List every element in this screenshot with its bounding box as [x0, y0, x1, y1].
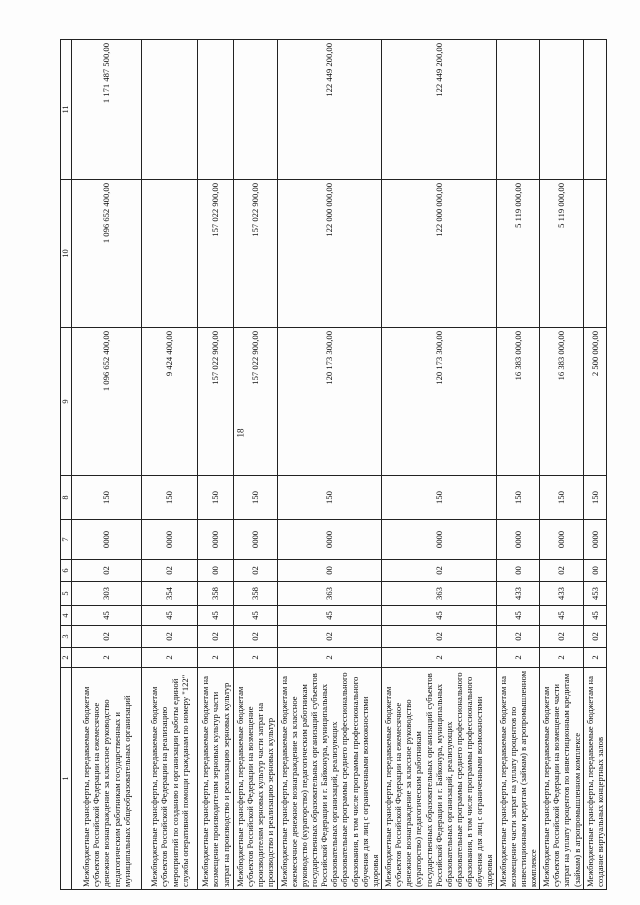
cell-col-11 [142, 40, 198, 180]
cell-col-5: 433 [496, 582, 540, 606]
cell-col-8: 150 [277, 476, 381, 520]
cell-col-5: 363 [277, 582, 381, 606]
cell-col-6: 02 [72, 560, 142, 582]
budget-table [60, 39, 607, 890]
cell-col-9: 1 096 652 400,00 [72, 328, 142, 476]
cell-col-7: 0000 [142, 520, 198, 560]
table-row [583, 40, 606, 890]
cell-col-7: 0000 [198, 520, 234, 560]
cell-col-9: 157 022 900,00 [198, 328, 234, 476]
cell-col-11 [496, 40, 540, 180]
column-header: 11 [61, 40, 72, 180]
row-description: Межбюджетные трансферты, передаваемые бюджетам на возмещение части затрат на уплату процентов по инвестиционным кредитам (займам) в агропромышленном комплексе [496, 668, 540, 890]
row-description: Межбюджетные трансферты, передаваемые бюджетам субъектов Российской Федерации на ежемесячное денежное вознаграждение за классное руководство педагогическим работникам государственных и муниципальных общеобразовательных организаций [72, 668, 142, 890]
cell-col-6: 02 [540, 560, 584, 582]
row-description: Межбюджетные трансферты, передаваемые бюджетам субъектов Российской Федерации на ежемесячное денежное вознаграждение за классное руководство (кураторство) педагогическим работникам государственных образовательных организаций субъектов Российской Федерации и г. Байконура, муниципальных образовательных организаций, реализующих образовательные программы среднего профессионального образования, в том числе программы профессионального обучения для лиц с ограниченными возможностями здоровья [381, 668, 496, 890]
cell-col-10: 1 096 652 400,00 [72, 180, 142, 328]
cell-col-3: 02 [142, 626, 198, 648]
cell-col-7: 0000 [496, 520, 540, 560]
cell-col-3: 02 [583, 626, 606, 648]
cell-col-7: 0000 [234, 520, 278, 560]
cell-col-2: 2 [583, 648, 606, 668]
cell-col-8: 150 [583, 476, 606, 520]
cell-col-4: 45 [72, 606, 142, 626]
cell-col-9: 120 173 300,00 [277, 328, 381, 476]
column-header: 8 [61, 476, 72, 520]
column-header: 10 [61, 180, 72, 328]
cell-col-2: 2 [540, 648, 584, 668]
row-description: Межбюджетные трансферты, передаваемые бюджетам на ежемесячное денежное вознаграждение за классное руководство (кураторство) педагогическим работникам государственных образовательных организаций субъектов Российской Федерации и г. Байконура, муниципальных образовательных организаций, реализующих образовательные программы среднего профессионального образования, в том числе программы профессионального обучения для лиц с ограниченными возможностями здоровья [277, 668, 381, 890]
cell-col-2: 2 [234, 648, 278, 668]
cell-col-3: 02 [72, 626, 142, 648]
cell-col-3: 02 [496, 626, 540, 648]
table-row [540, 40, 584, 890]
cell-col-6: 02 [234, 560, 278, 582]
cell-col-10: 122 000 000,00 [277, 180, 381, 328]
cell-col-9: 120 173 300,00 [381, 328, 496, 476]
cell-col-10: 122 000 000,00 [381, 180, 496, 328]
cell-col-2: 2 [72, 648, 142, 668]
cell-col-6: 00 [198, 560, 234, 582]
cell-col-5: 303 [72, 582, 142, 606]
cell-col-6: 02 [381, 560, 496, 582]
cell-col-9: 16 383 000,00 [496, 328, 540, 476]
cell-col-4: 45 [540, 606, 584, 626]
cell-col-3: 02 [381, 626, 496, 648]
cell-col-8: 150 [234, 476, 278, 520]
cell-col-11: 122 449 200,00 [381, 40, 496, 180]
table-row [277, 40, 381, 890]
cell-col-5: 433 [540, 582, 584, 606]
cell-col-4: 45 [496, 606, 540, 626]
cell-col-8: 150 [381, 476, 496, 520]
cell-col-5: 453 [583, 582, 606, 606]
cell-col-11 [234, 40, 278, 180]
cell-col-8: 150 [198, 476, 234, 520]
column-header: 9 [61, 328, 72, 476]
cell-col-11 [198, 40, 234, 180]
page-number: 18 [235, 428, 246, 438]
cell-col-3: 02 [198, 626, 234, 648]
cell-col-11 [540, 40, 584, 180]
cell-col-10: 5 119 000,00 [540, 180, 584, 328]
cell-col-2: 2 [198, 648, 234, 668]
rotated-table-container [60, 40, 605, 890]
cell-col-9: 9 424 400,00 [142, 328, 198, 476]
cell-col-3: 02 [277, 626, 381, 648]
cell-col-7: 0000 [277, 520, 381, 560]
cell-col-8: 150 [496, 476, 540, 520]
cell-col-5: 363 [381, 582, 496, 606]
cell-col-4: 45 [583, 606, 606, 626]
cell-col-2: 2 [381, 648, 496, 668]
cell-col-3: 02 [234, 626, 278, 648]
cell-col-7: 0000 [381, 520, 496, 560]
column-header: 2 [61, 648, 72, 668]
table-row [381, 40, 496, 890]
cell-col-10 [142, 180, 198, 328]
cell-col-7: 0000 [540, 520, 584, 560]
cell-col-10: 157 022 900,00 [234, 180, 278, 328]
cell-col-5: 358 [198, 582, 234, 606]
cell-col-11: 1 171 487 500,00 [72, 40, 142, 180]
cell-col-9: 2 500 000,00 [583, 328, 606, 476]
row-description: Межбюджетные трансферты, передаваемые бюджетам на создание виртуальных концертных залов [583, 668, 606, 890]
cell-col-7: 0000 [72, 520, 142, 560]
cell-col-2: 2 [142, 648, 198, 668]
cell-col-8: 150 [142, 476, 198, 520]
row-description: Межбюджетные трансферты, передаваемые бюджетам субъектов Российской Федерации на реализацию мероприятий по созданию и организации работы единой службы оперативной помощи гражданам по номеру "122" [142, 668, 198, 890]
row-description: Межбюджетные трансферты, передаваемые бюджетам субъектов Российской Федерации на возмещение производителям зерновых культур части затрат на производство и реализацию зерновых культур [234, 668, 278, 890]
table-row [72, 40, 142, 890]
cell-col-10: 5 119 000,00 [496, 180, 540, 328]
column-header: 7 [61, 520, 72, 560]
cell-col-10 [583, 180, 606, 328]
cell-col-4: 45 [142, 606, 198, 626]
column-header: 1 [61, 668, 72, 890]
cell-col-2: 2 [496, 648, 540, 668]
row-description: Межбюджетные трансферты, передаваемые бюджетам на возмещение производителям зерновых культур части затрат на производство и реализацию зерновых культур [198, 668, 234, 890]
cell-col-4: 45 [234, 606, 278, 626]
table-row [142, 40, 198, 890]
column-header: 3 [61, 626, 72, 648]
cell-col-6: 00 [583, 560, 606, 582]
table-row [496, 40, 540, 890]
column-header: 4 [61, 606, 72, 626]
cell-col-9: 157 022 900,00 [234, 328, 278, 476]
cell-col-4: 45 [277, 606, 381, 626]
cell-col-7: 0000 [583, 520, 606, 560]
cell-col-8: 150 [540, 476, 584, 520]
cell-col-4: 45 [198, 606, 234, 626]
cell-col-11: 122 449 200,00 [277, 40, 381, 180]
cell-col-6: 00 [277, 560, 381, 582]
cell-col-9: 16 383 000,00 [540, 328, 584, 476]
table-row [234, 40, 278, 890]
cell-col-6: 02 [142, 560, 198, 582]
cell-col-2: 2 [277, 648, 381, 668]
cell-col-6: 00 [496, 560, 540, 582]
cell-col-5: 354 [142, 582, 198, 606]
cell-col-11 [583, 40, 606, 180]
cell-col-5: 358 [234, 582, 278, 606]
cell-col-3: 02 [540, 626, 584, 648]
row-description: Межбюджетные трансферты, передаваемые бюджетам субъектов Российской Федерации на возмещение части затрат на уплату процентов по инвестиционным кредитам (займам) в агропромышленном комплексе [540, 668, 584, 890]
column-number-row [61, 40, 72, 890]
column-header: 6 [61, 560, 72, 582]
cell-col-10: 157 022 900,00 [198, 180, 234, 328]
cell-col-8: 150 [72, 476, 142, 520]
column-header: 5 [61, 582, 72, 606]
cell-col-4: 45 [381, 606, 496, 626]
table-row [198, 40, 234, 890]
